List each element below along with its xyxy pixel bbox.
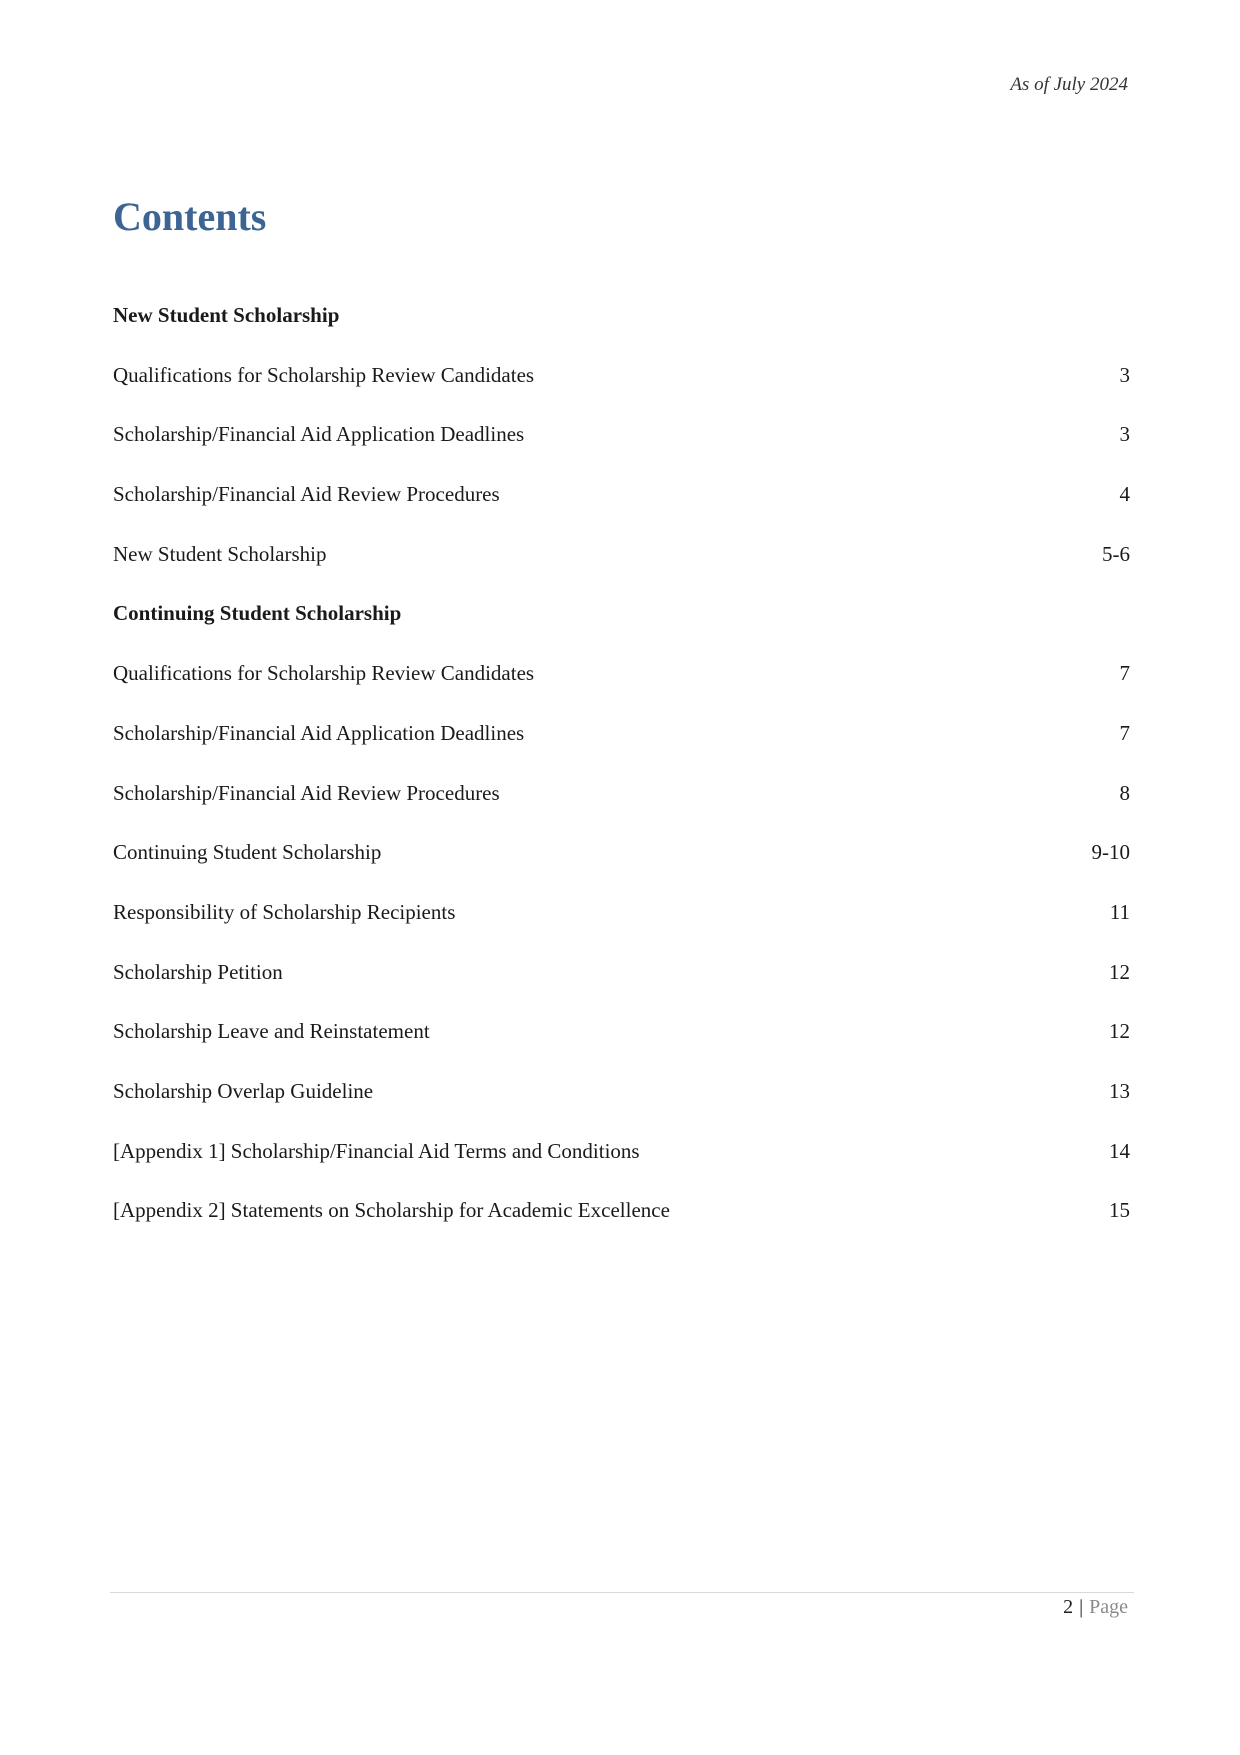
- toc-entry-page: 8: [1119, 780, 1130, 805]
- toc-entry-page: 7: [1119, 661, 1130, 686]
- toc-entry-page: 12: [1109, 1019, 1130, 1044]
- footer-divider: [110, 1592, 1134, 1593]
- table-of-contents: [113, 300, 1130, 1255]
- toc-entry[interactable]: [113, 419, 1130, 479]
- toc-entry-page: 12: [1109, 959, 1130, 984]
- toc-entry[interactable]: [113, 957, 1130, 1017]
- toc-entry-label: Continuing Student Scholarship: [113, 840, 382, 865]
- toc-entry[interactable]: [113, 1195, 1130, 1255]
- toc-entry-label: Qualifications for Scholarship Review Candidates: [113, 661, 535, 686]
- toc-entry-label: Scholarship Leave and Reinstatement: [113, 1019, 430, 1044]
- toc-entry-page: 13: [1109, 1078, 1130, 1103]
- toc-entry-label: Scholarship/Financial Aid Application Deadlines: [113, 422, 525, 447]
- header-date: As of July 2024: [1010, 74, 1128, 95]
- toc-entry-page: 14: [1109, 1138, 1130, 1163]
- page-footer: [1063, 1596, 1128, 1619]
- toc-entry-page: 7: [1119, 720, 1130, 745]
- page-title: Contents: [113, 194, 267, 239]
- toc-entry-label: Scholarship/Financial Aid Application Deadlines: [113, 720, 525, 745]
- toc-entry[interactable]: [113, 897, 1130, 957]
- toc-entry-label: Scholarship Overlap Guideline: [113, 1078, 374, 1103]
- toc-entry-label: Scholarship/Financial Aid Review Procedures: [113, 780, 500, 805]
- toc-entry[interactable]: [113, 539, 1130, 599]
- toc-entry-label: Qualifications for Scholarship Review Candidates: [113, 362, 535, 387]
- toc-entry[interactable]: [113, 479, 1130, 539]
- toc-entry-label: Scholarship Petition: [113, 959, 283, 984]
- toc-entry[interactable]: [113, 360, 1130, 420]
- toc-entry-page: 4: [1119, 482, 1130, 507]
- footer-page-word: Page: [1089, 1596, 1128, 1618]
- toc-entry[interactable]: [113, 718, 1130, 778]
- footer-separator: |: [1079, 1596, 1084, 1618]
- toc-entry[interactable]: [113, 1136, 1130, 1196]
- footer-page-number: 2: [1063, 1596, 1074, 1618]
- toc-entry-page: 15: [1109, 1198, 1130, 1223]
- toc-entry-page: 5-6: [1102, 541, 1130, 566]
- toc-entry-label: Continuing Student Scholarship: [113, 601, 402, 626]
- toc-entry-page: 11: [1109, 899, 1130, 924]
- toc-entry-label: Scholarship/Financial Aid Review Procedures: [113, 482, 500, 507]
- toc-entry[interactable]: [113, 837, 1130, 897]
- toc-entry-page: 3: [1119, 362, 1130, 387]
- toc-entry-label: Responsibility of Scholarship Recipients: [113, 899, 456, 924]
- toc-entry[interactable]: [113, 1016, 1130, 1076]
- toc-entry[interactable]: [113, 778, 1130, 838]
- toc-entry-label: New Student Scholarship: [113, 303, 340, 327]
- toc-entry[interactable]: [113, 658, 1130, 718]
- toc-section-heading: [113, 598, 1130, 658]
- toc-entry[interactable]: [113, 1076, 1130, 1136]
- toc-entry-page: 3: [1119, 422, 1130, 447]
- toc-entry-label: [Appendix 1] Scholarship/Financial Aid Terms and Conditions: [113, 1138, 640, 1163]
- toc-entry-label: [Appendix 2] Statements on Scholarship for Academic Excellence: [113, 1198, 670, 1223]
- toc-entry-page: 9-10: [1091, 840, 1130, 865]
- toc-entry-label: New Student Scholarship: [113, 541, 327, 566]
- toc-section-heading: [113, 300, 1130, 360]
